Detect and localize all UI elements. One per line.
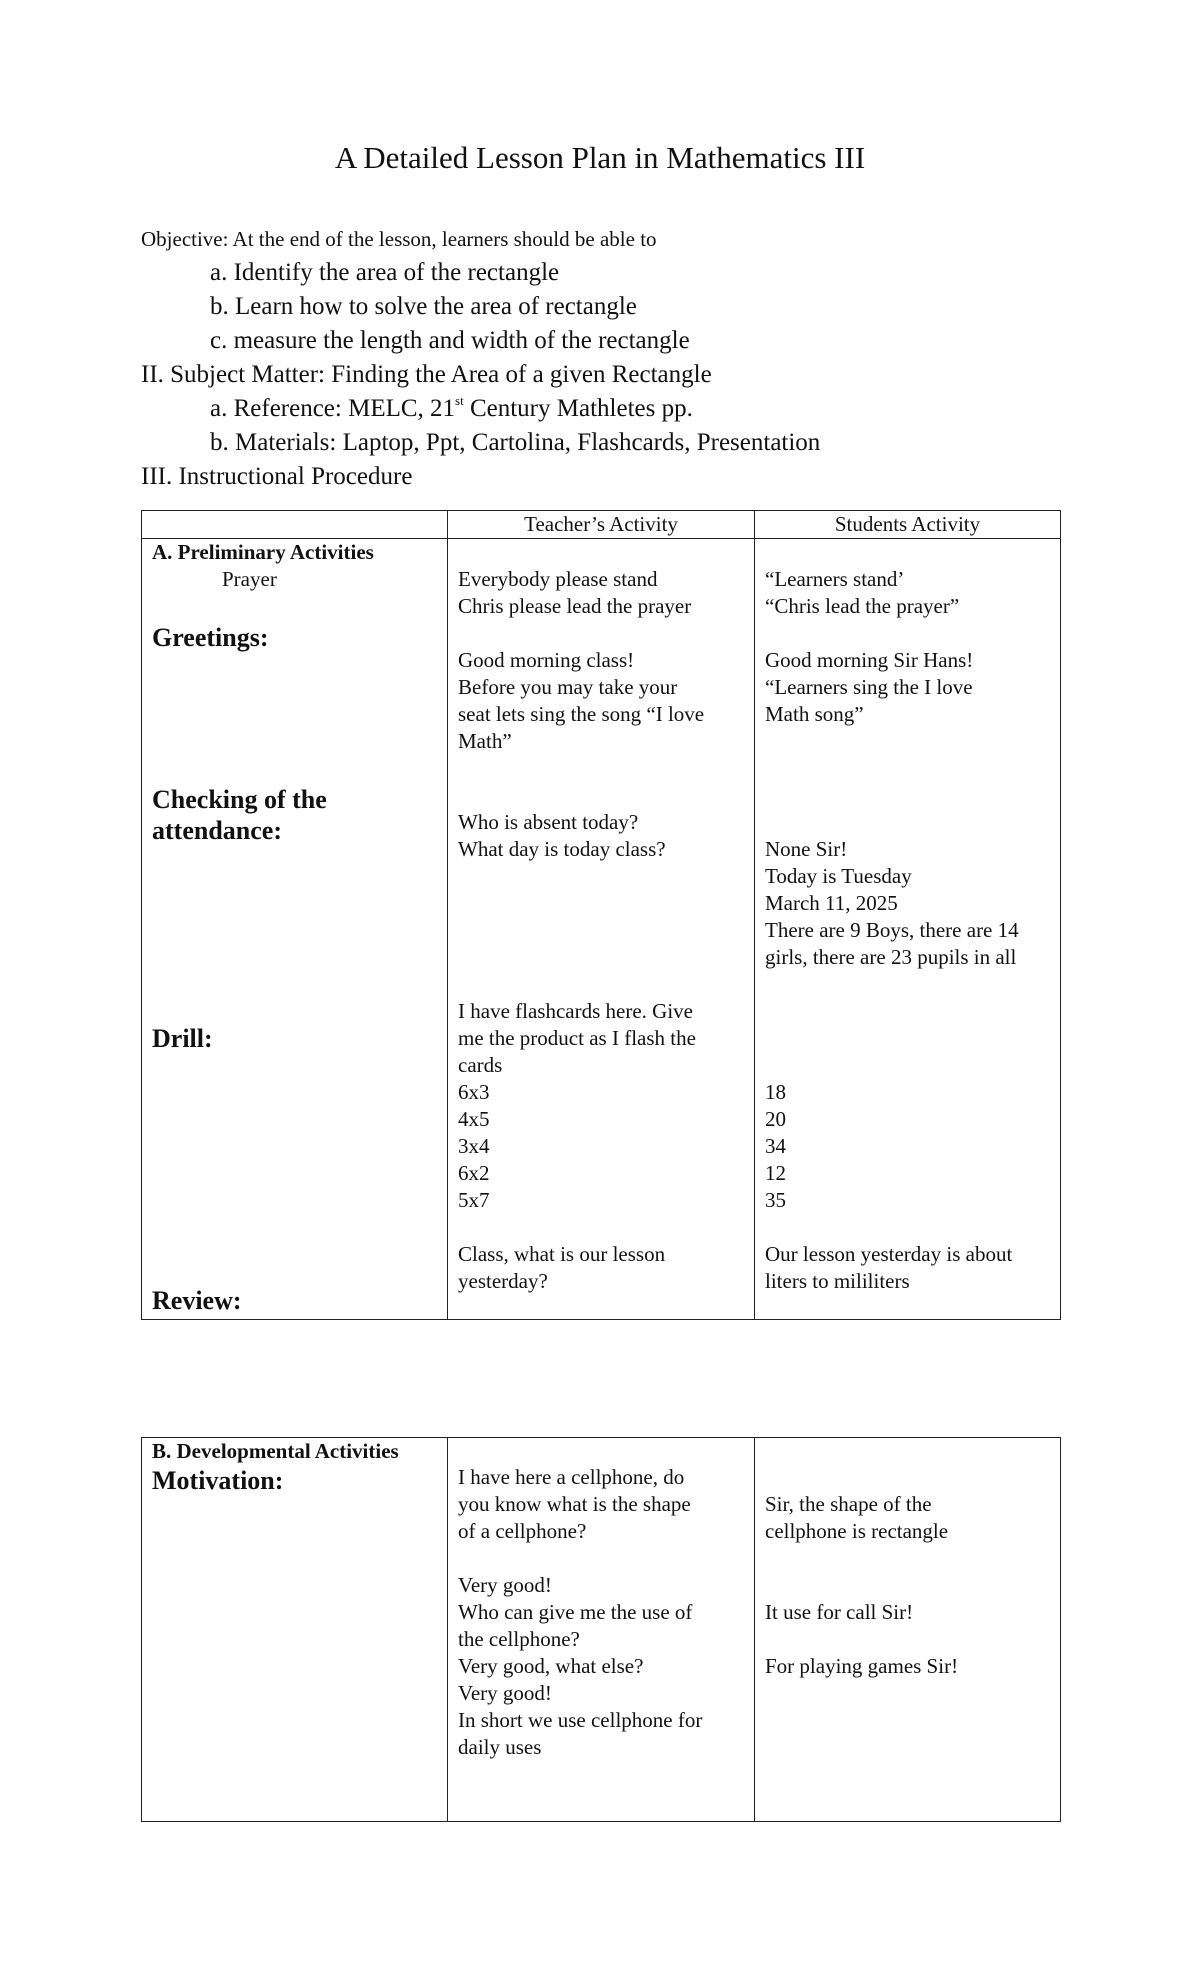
header-blank-cell — [142, 511, 448, 539]
objective-item: b. Learn how to solve the area of rectangle — [210, 293, 637, 320]
text-line: you know what is the shape — [458, 1492, 691, 1516]
drill-item: 6x3 — [458, 1080, 490, 1104]
text-line: It use for call Sir! — [765, 1600, 914, 1624]
spacer — [765, 1545, 958, 1599]
drill-item: 4x5 — [458, 1107, 490, 1131]
text-line: “Learners sing the I love — [765, 675, 973, 699]
text-line: What day is today class? — [458, 837, 666, 861]
drill-item: 5x7 — [458, 1188, 490, 1212]
text-line: March 11, 2025 — [765, 891, 898, 915]
attendance-label: attendance: — [152, 816, 282, 845]
labels-column — [142, 1438, 448, 1822]
materials-line: b. Materials: Laptop, Ppt, Cartolina, Flashcards, Presentation — [210, 429, 821, 456]
text-line: girls, there are 23 pupils in all — [765, 945, 1017, 969]
teacher-prayer-block — [458, 566, 691, 620]
text-line: of a cellphone? — [458, 1519, 587, 1543]
drill-answer: 12 — [765, 1161, 786, 1185]
students-prayer-block — [765, 566, 959, 620]
teacher-attendance-block — [458, 809, 666, 863]
teacher-greetings-block — [458, 647, 704, 755]
drill-answer: 35 — [765, 1188, 786, 1212]
text-line: None Sir! — [765, 837, 848, 861]
teacher-review-block — [458, 1241, 665, 1295]
text-line: me the product as I flash the — [458, 1026, 696, 1050]
preliminary-activities-table — [141, 510, 1061, 1320]
text-line: Chris please lead the prayer — [458, 594, 692, 618]
text-line: Our lesson yesterday is about — [765, 1242, 1013, 1266]
section-label: B. Developmental Activities — [152, 1439, 399, 1463]
text-line: Before you may take your — [458, 675, 678, 699]
students-activity-column — [755, 539, 1061, 1320]
teacher-activity-column — [448, 539, 755, 1320]
text-line: liters to mililiters — [765, 1269, 910, 1293]
prayer-label: Prayer — [222, 567, 277, 591]
spacer — [765, 1626, 958, 1653]
developmental-activities-table — [141, 1437, 1061, 1822]
text-line: Class, what is our lesson — [458, 1242, 666, 1266]
students-drill-block — [765, 1079, 786, 1214]
students-activity-column — [755, 1438, 1061, 1822]
text-line: Everybody please stand — [458, 567, 658, 591]
text-line: the cellphone? — [458, 1627, 580, 1651]
text-line: In short we use cellphone for — [458, 1708, 703, 1732]
text-line: Today is Tuesday — [765, 864, 912, 888]
attendance-label: Checking of the — [152, 785, 327, 814]
teacher-activity-column — [448, 1438, 755, 1822]
text-line: Very good! — [458, 1573, 552, 1597]
objective-item: a. Identify the area of the rectangle — [210, 259, 560, 286]
document-title: A Detailed Lesson Plan in Mathematics III — [334, 140, 866, 175]
text-line: daily uses — [458, 1735, 542, 1759]
text-line: Good morning class! — [458, 648, 635, 672]
reference-line: a. Reference: MELC, 21st Century Mathletes pp. — [210, 393, 693, 422]
section-label: A. Preliminary Activities — [152, 540, 374, 564]
spacer — [458, 1545, 702, 1572]
drill-answer: 34 — [765, 1134, 786, 1158]
motivation-label: Motivation: — [152, 1466, 284, 1495]
drill-item: 3x4 — [458, 1134, 490, 1158]
text-line: Very good! — [458, 1681, 552, 1705]
text-line: Math song” — [765, 702, 864, 726]
header-students-activity: Students Activity — [755, 511, 1061, 539]
text-line: There are 9 Boys, there are 14 — [765, 918, 1019, 942]
objective-item: c. measure the length and width of the rectangle — [210, 327, 690, 354]
text-line: yesterday? — [458, 1269, 548, 1293]
text-line: Math” — [458, 729, 512, 753]
labels-column — [142, 539, 448, 1320]
text-line: cellphone is rectangle — [765, 1519, 949, 1543]
procedure-heading: III. Instructional Procedure — [141, 463, 413, 490]
review-label: Review: — [152, 1286, 242, 1315]
text-line: “Learners stand’ — [765, 567, 905, 591]
text-line: Good morning Sir Hans! — [765, 648, 974, 672]
text-line: “Chris lead the prayer” — [765, 594, 960, 618]
text-line: seat lets sing the song “I love — [458, 702, 705, 726]
students-motivation-block — [765, 1491, 958, 1680]
students-attendance-block — [765, 836, 1019, 971]
text-line: I have here a cellphone, do — [458, 1465, 685, 1489]
greetings-label: Greetings: — [152, 623, 269, 652]
students-greetings-block — [765, 647, 973, 728]
drill-answer: 18 — [765, 1080, 786, 1104]
students-review-block — [765, 1241, 1012, 1295]
drill-label: Drill: — [152, 1024, 213, 1053]
drill-item: 6x2 — [458, 1161, 490, 1185]
objective-intro: Objective: At the end of the lesson, learners should be able to — [141, 227, 657, 251]
teacher-motivation-block — [458, 1464, 702, 1761]
text-line: For playing games Sir! — [765, 1654, 959, 1678]
text-line: cards — [458, 1053, 503, 1077]
text-line: Very good, what else? — [458, 1654, 644, 1678]
text-line: I have flashcards here. Give — [458, 999, 693, 1023]
teacher-drill-block — [458, 998, 696, 1214]
header-teacher-activity: Teacher’s Activity — [448, 511, 755, 539]
text-line: Sir, the shape of the — [765, 1492, 932, 1516]
text-line: Who can give me the use of — [458, 1600, 693, 1624]
drill-answer: 20 — [765, 1107, 786, 1131]
subject-matter-heading: II. Subject Matter: Finding the Area of a given Rectangle — [141, 361, 712, 388]
text-line: Who is absent today? — [458, 810, 639, 834]
